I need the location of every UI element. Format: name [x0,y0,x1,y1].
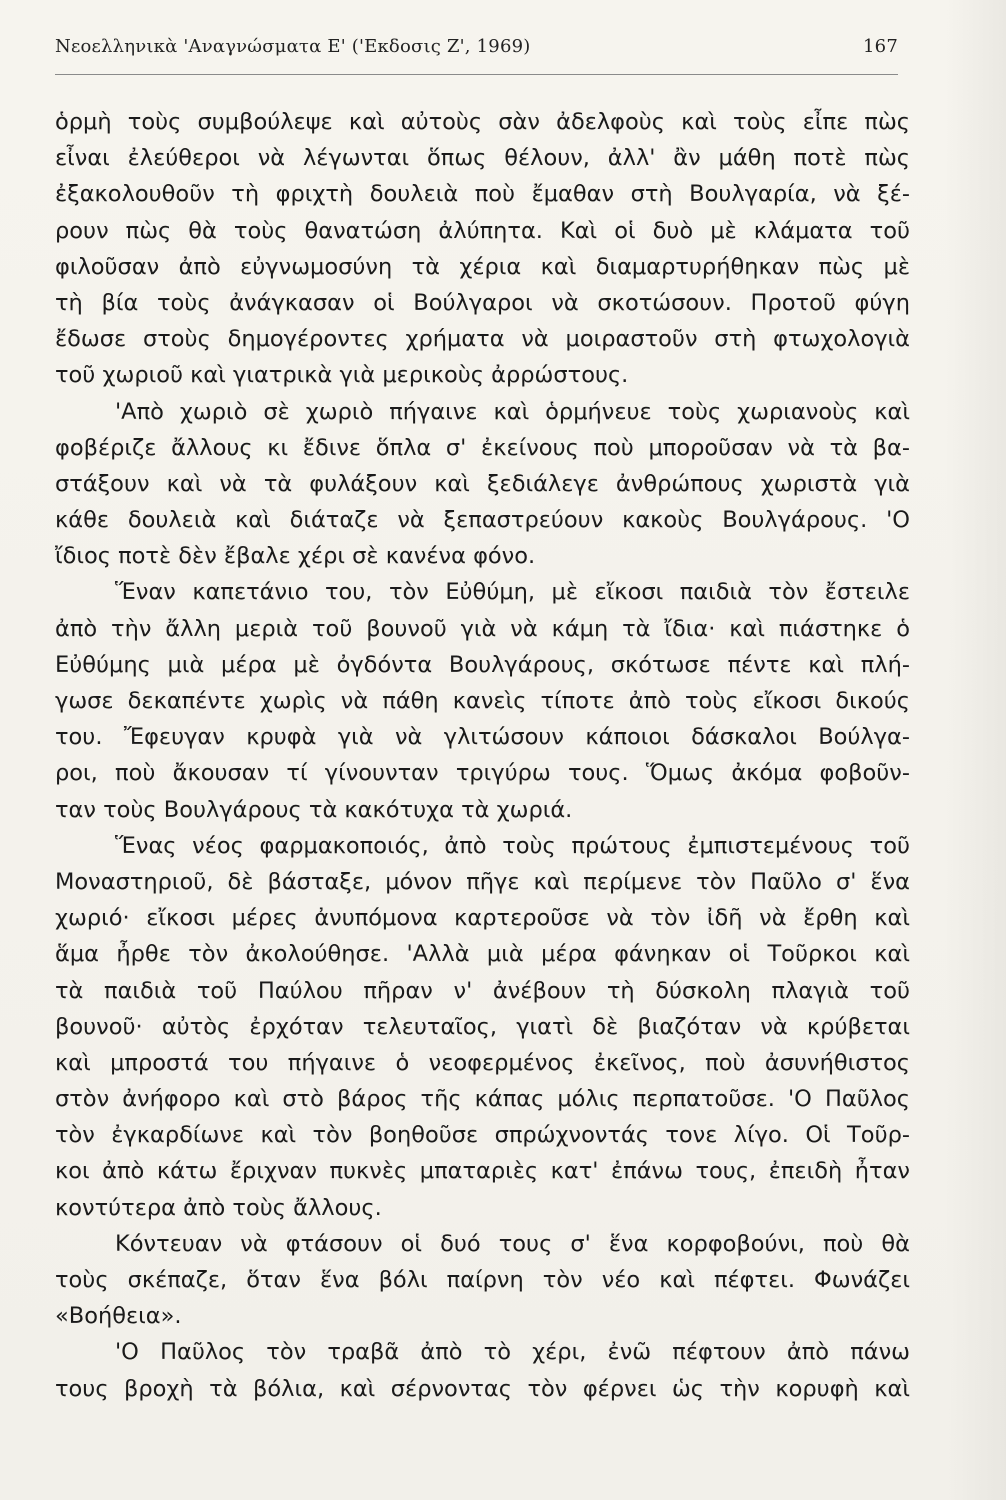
header-rule [55,74,898,75]
text-line: ροι, ποὺ ἄκουσαν τί γίνουνταν τριγύρω τους. Ὅμως ἀκόμα φοβοῦν- [55,760,910,787]
text-line: ἴδιος ποτὲ δὲν ἔβαλε χέρι σὲ κανένα φόνο. [55,543,536,570]
text-line: ἀπὸ τὴν ἄλλη μεριὰ τοῦ βουνοῦ γιὰ νὰ κάμη τὰ ἴδια· καὶ πιάστηκε ὁ [55,615,910,642]
text-line: τους βροχὴ τὰ βόλια, καὶ σέρνοντας τὸν φέρνει ὡς τὴν κορυφὴ καὶ [55,1375,910,1402]
body-text [55,104,910,1407]
text-line: φιλοῦσαν ἀπὸ εὐγνωμοσύνη τὰ χέρια καὶ διαμαρτυρήθηκαν πὼς μὲ [55,253,910,280]
text-line: Ἕνας νέος φαρμακοποιός, ἀπὸ τοὺς πρώτους ἐμπιστεμένους τοῦ [115,832,910,859]
text-line: Ἕναν καπετάνιο του, τὸν Εὐθύμη, μὲ εἴκοσι παιδιὰ τὸν ἔστειλε [115,579,910,606]
text-line: του. Ἔφευγαν κρυφὰ γιὰ νὰ γλιτώσουν κάποιοι δάσκαλοι Βούλγα- [55,724,910,751]
page-edge-shadow [946,0,1006,1500]
text-line: Εὐθύμης μιὰ μέρα μὲ ὀγδόντα Βουλγάρους, σκότωσε πέντε καὶ πλή- [55,651,910,678]
text-line: φοβέριζε ἄλλους κι ἔδινε ὅπλα σ' ἐκείνους ποὺ μποροῦσαν νὰ τὰ βα- [55,434,910,461]
text-line: ταν τοὺς Βουλγάρους τὰ κακότυχα τὰ χωριά. [55,796,573,823]
text-line: καὶ μπροστά του πήγαινε ὁ νεοφερμένος ἐκεῖνος, ποὺ ἀσυνήθιστος [55,1049,910,1076]
text-line: ὁρμὴ τοὺς συμβούλεψε καὶ αὐτοὺς σὰν ἀδελφοὺς καὶ τοὺς εἶπε πὼς [55,109,910,135]
text-line: κοντύτερα ἀπὸ τοὺς ἄλλους. [55,1194,382,1221]
text-line: στάξουν καὶ νὰ τὰ φυλάξουν καὶ ξεδιάλεγε ἀνθρώπους χωριστὰ γιὰ [55,470,910,497]
text-line: χωριό· εἴκοσι μέρες ἀνυπόμονα καρτεροῦσε νὰ τὸν ἰδῆ νὰ ἔρθη καὶ [55,905,910,932]
running-header [55,36,898,66]
page-number: 167 [863,36,898,57]
text-line: τοῦ χωριοῦ καὶ γιατρικὰ γιὰ μερικοὺς ἀρρώστους. [55,362,629,389]
text-line: τὰ παιδιὰ τοῦ Παύλου πῆραν ν' ἀνέβουν τὴ δύσκολη πλαγιὰ τοῦ [55,977,910,1004]
text-line: ρουν πὼς θὰ τοὺς θανατώση ἀλύπητα. Καὶ οἱ δυὸ μὲ κλάματα τοῦ [55,217,910,244]
text-line: κάθε δουλειὰ καὶ διάταζε νὰ ξεπαστρεύουν κακοὺς Βουλγάρους. 'Ο [55,507,910,534]
text-line: Μοναστηριοῦ, δὲ βάσταξε, μόνον πῆγε καὶ περίμενε τὸν Παῦλο σ' ἕνα [55,868,910,895]
text-line: τὴ βία τοὺς ἀνάγκασαν οἱ Βούλγαροι νὰ σκοτώσουν. Προτοῦ φύγη [55,289,910,316]
text-line: τὸν ἐγκαρδίωνε καὶ τὸν βοηθοῦσε σπρώχνοντάς τονε λίγο. Οἱ Τοῦρ- [55,1122,910,1149]
text-line: εἶναι ἐλεύθεροι νὰ λέγωνται ὅπως θέλουν, ἀλλ' ἂν μάθη ποτὲ πὼς [55,145,910,172]
text-line: ἅμα ἦρθε τὸν ἀκολούθησε. 'Αλλὰ μιὰ μέρα φάνηκαν οἱ Τοῦρκοι καὶ [55,941,910,968]
text-line: κοι ἀπὸ κάτω ἔριχναν πυκνὲς μπαταριὲς κατ' ἐπάνω τους, ἐπειδὴ ἦταν [55,1158,910,1185]
text-line: στὸν ἀνήφορο καὶ στὸ βάρος τῆς κάπας μόλις περπατοῦσε. 'Ο Παῦλος [55,1086,910,1113]
text-line: 'Απὸ χωριὸ σὲ χωριὸ πήγαινε καὶ ὁρμήνευε τοὺς χωριανοὺς καὶ [115,398,910,425]
text-line: γωσε δεκαπέντε χωρὶς νὰ πάθη κανεὶς τίποτε ἀπὸ τοὺς εἴκοσι δικούς [55,688,910,714]
text-line: ἐξακολουθοῦν τὴ φριχτὴ δουλειὰ ποὺ ἔμαθαν στὴ Βουλγαρία, νὰ ξέ- [55,181,910,208]
header-title: Νεοελληνικὰ 'Αναγνώσματα Ε' ('Εκδοσις Ζ', 1969) [55,36,531,57]
text-line: 'Ο Παῦλος τὸν τραβᾶ ἀπὸ τὸ χέρι, ἐνῶ πέφτουν ἀπὸ πάνω [115,1339,910,1366]
text-line: βουνοῦ· αὐτὸς ἐρχόταν τελευταῖος, γιατὶ δὲ βιαζόταν νὰ κρύβεται [55,1013,910,1040]
text-line: Κόντευαν νὰ φτάσουν οἱ δυό τους σ' ἕνα κορφοβούνι, ποὺ θὰ [115,1230,910,1257]
text-line: ἔδωσε στοὺς δημογέροντες χρήματα νὰ μοιραστοῦν στὴ φτωχολογιὰ [55,326,910,353]
text-line: «Βοήθεια». [55,1303,182,1330]
text-line: τοὺς σκέπαζε, ὅταν ἕνα βόλι παίρνη τὸν νέο καὶ πέφτει. Φωνάζει [55,1267,910,1293]
